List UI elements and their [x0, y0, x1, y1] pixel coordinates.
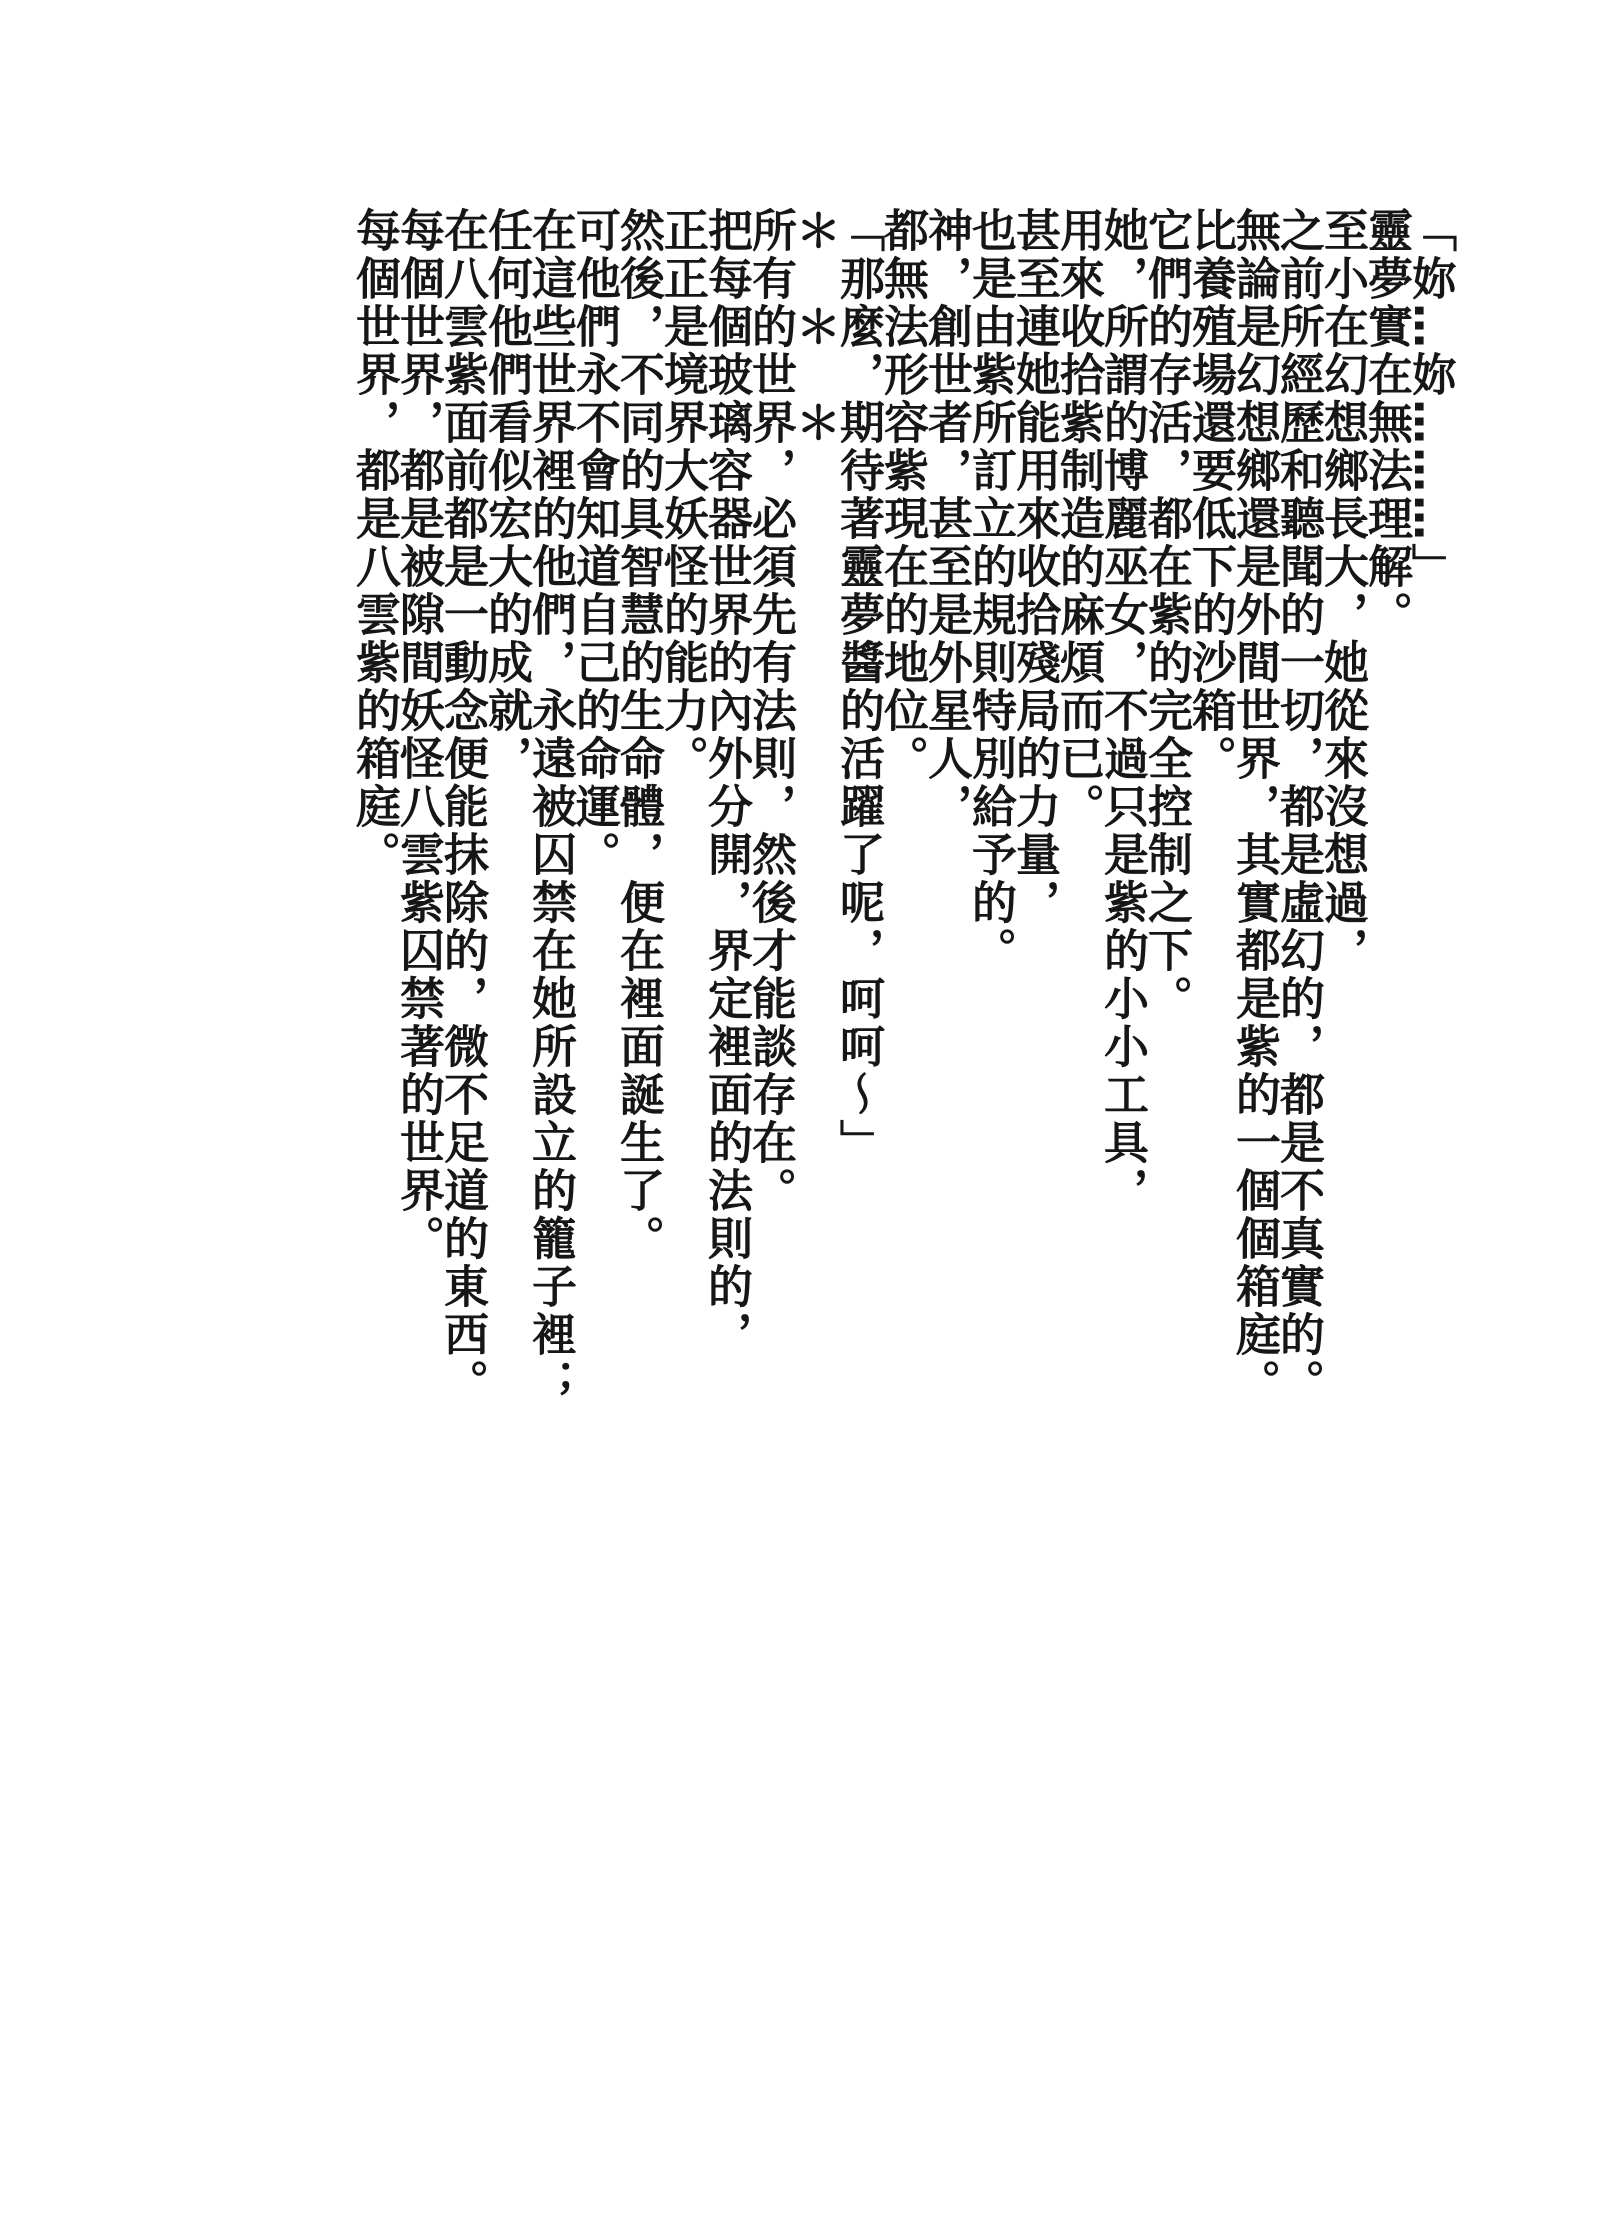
- text-block: [348, 207, 1457, 1767]
- narration-line: 靈夢實在無法理解。: [1360, 207, 1413, 639]
- narration-line: 神，創世者，甚至是外星人，: [920, 207, 973, 831]
- narration-line: 她，所謂的博麗巫女，不過只是紫的小小工具，: [1096, 207, 1149, 1215]
- narration-line: 所有的世界，必須先有法則，然後才能談存在。: [744, 207, 797, 1215]
- narration-line: 每個世界，都是被隙間妖怪八雲紫囚禁著的世界。: [392, 207, 445, 1263]
- narration-line: 也是由紫所訂立的規則特別給予的。: [964, 207, 1017, 975]
- narration-line: 每個世界，都是八雲紫的箱庭。: [348, 207, 401, 879]
- narration-line: 比養殖場還要低下的沙箱。: [1184, 207, 1237, 783]
- narration-line: 無論是幻想鄉還是外間世界，其實都是紫的一個個箱庭。: [1228, 207, 1281, 1407]
- dialogue-line: 「妳…妳………」: [1404, 207, 1457, 591]
- narration-line: 然後，不同的具智慧的生命體，便在裡面誕生了。: [612, 207, 665, 1263]
- separator-line: ＊ ＊ ＊: [788, 207, 841, 447]
- narration-line: 它們的存活，都在紫的完全控制之下。: [1140, 207, 1193, 1023]
- dialogue-line: 「那麼，期待著靈夢醬的活躍了呢，呵呵～」: [832, 207, 885, 1167]
- narration-line: 在這些世界裡的他們，永遠被囚禁在她所設立的籠子裡；: [524, 207, 577, 1407]
- narration-line: 都無法形容紫現在的地位。: [876, 207, 929, 783]
- narration-line: 在八雲紫面前都是一動念便能抹除的，微不足道的東西。: [436, 207, 489, 1407]
- narration-line: 之前所經歷和聽聞的一切，都是虛幻的，都是不真實的。: [1272, 207, 1325, 1407]
- narration-line: 甚至連她能用來收拾殘局的力量，: [1008, 207, 1061, 927]
- narration-line: 任何他們看似宏大的成就，: [480, 207, 533, 783]
- narration-line: 至小在幻想鄉長大，她從來沒想過，: [1316, 207, 1369, 975]
- narration-line: 可他們永不會知道自己的命運。: [568, 207, 621, 879]
- narration-line: 正正是境界大妖怪的能力。: [656, 207, 709, 783]
- narration-line: 把每個玻璃容器世界的內外分開，界定裡面的法則的，: [700, 207, 753, 1359]
- narration-line: 用來收拾紫制造的麻煩而已。: [1052, 207, 1105, 831]
